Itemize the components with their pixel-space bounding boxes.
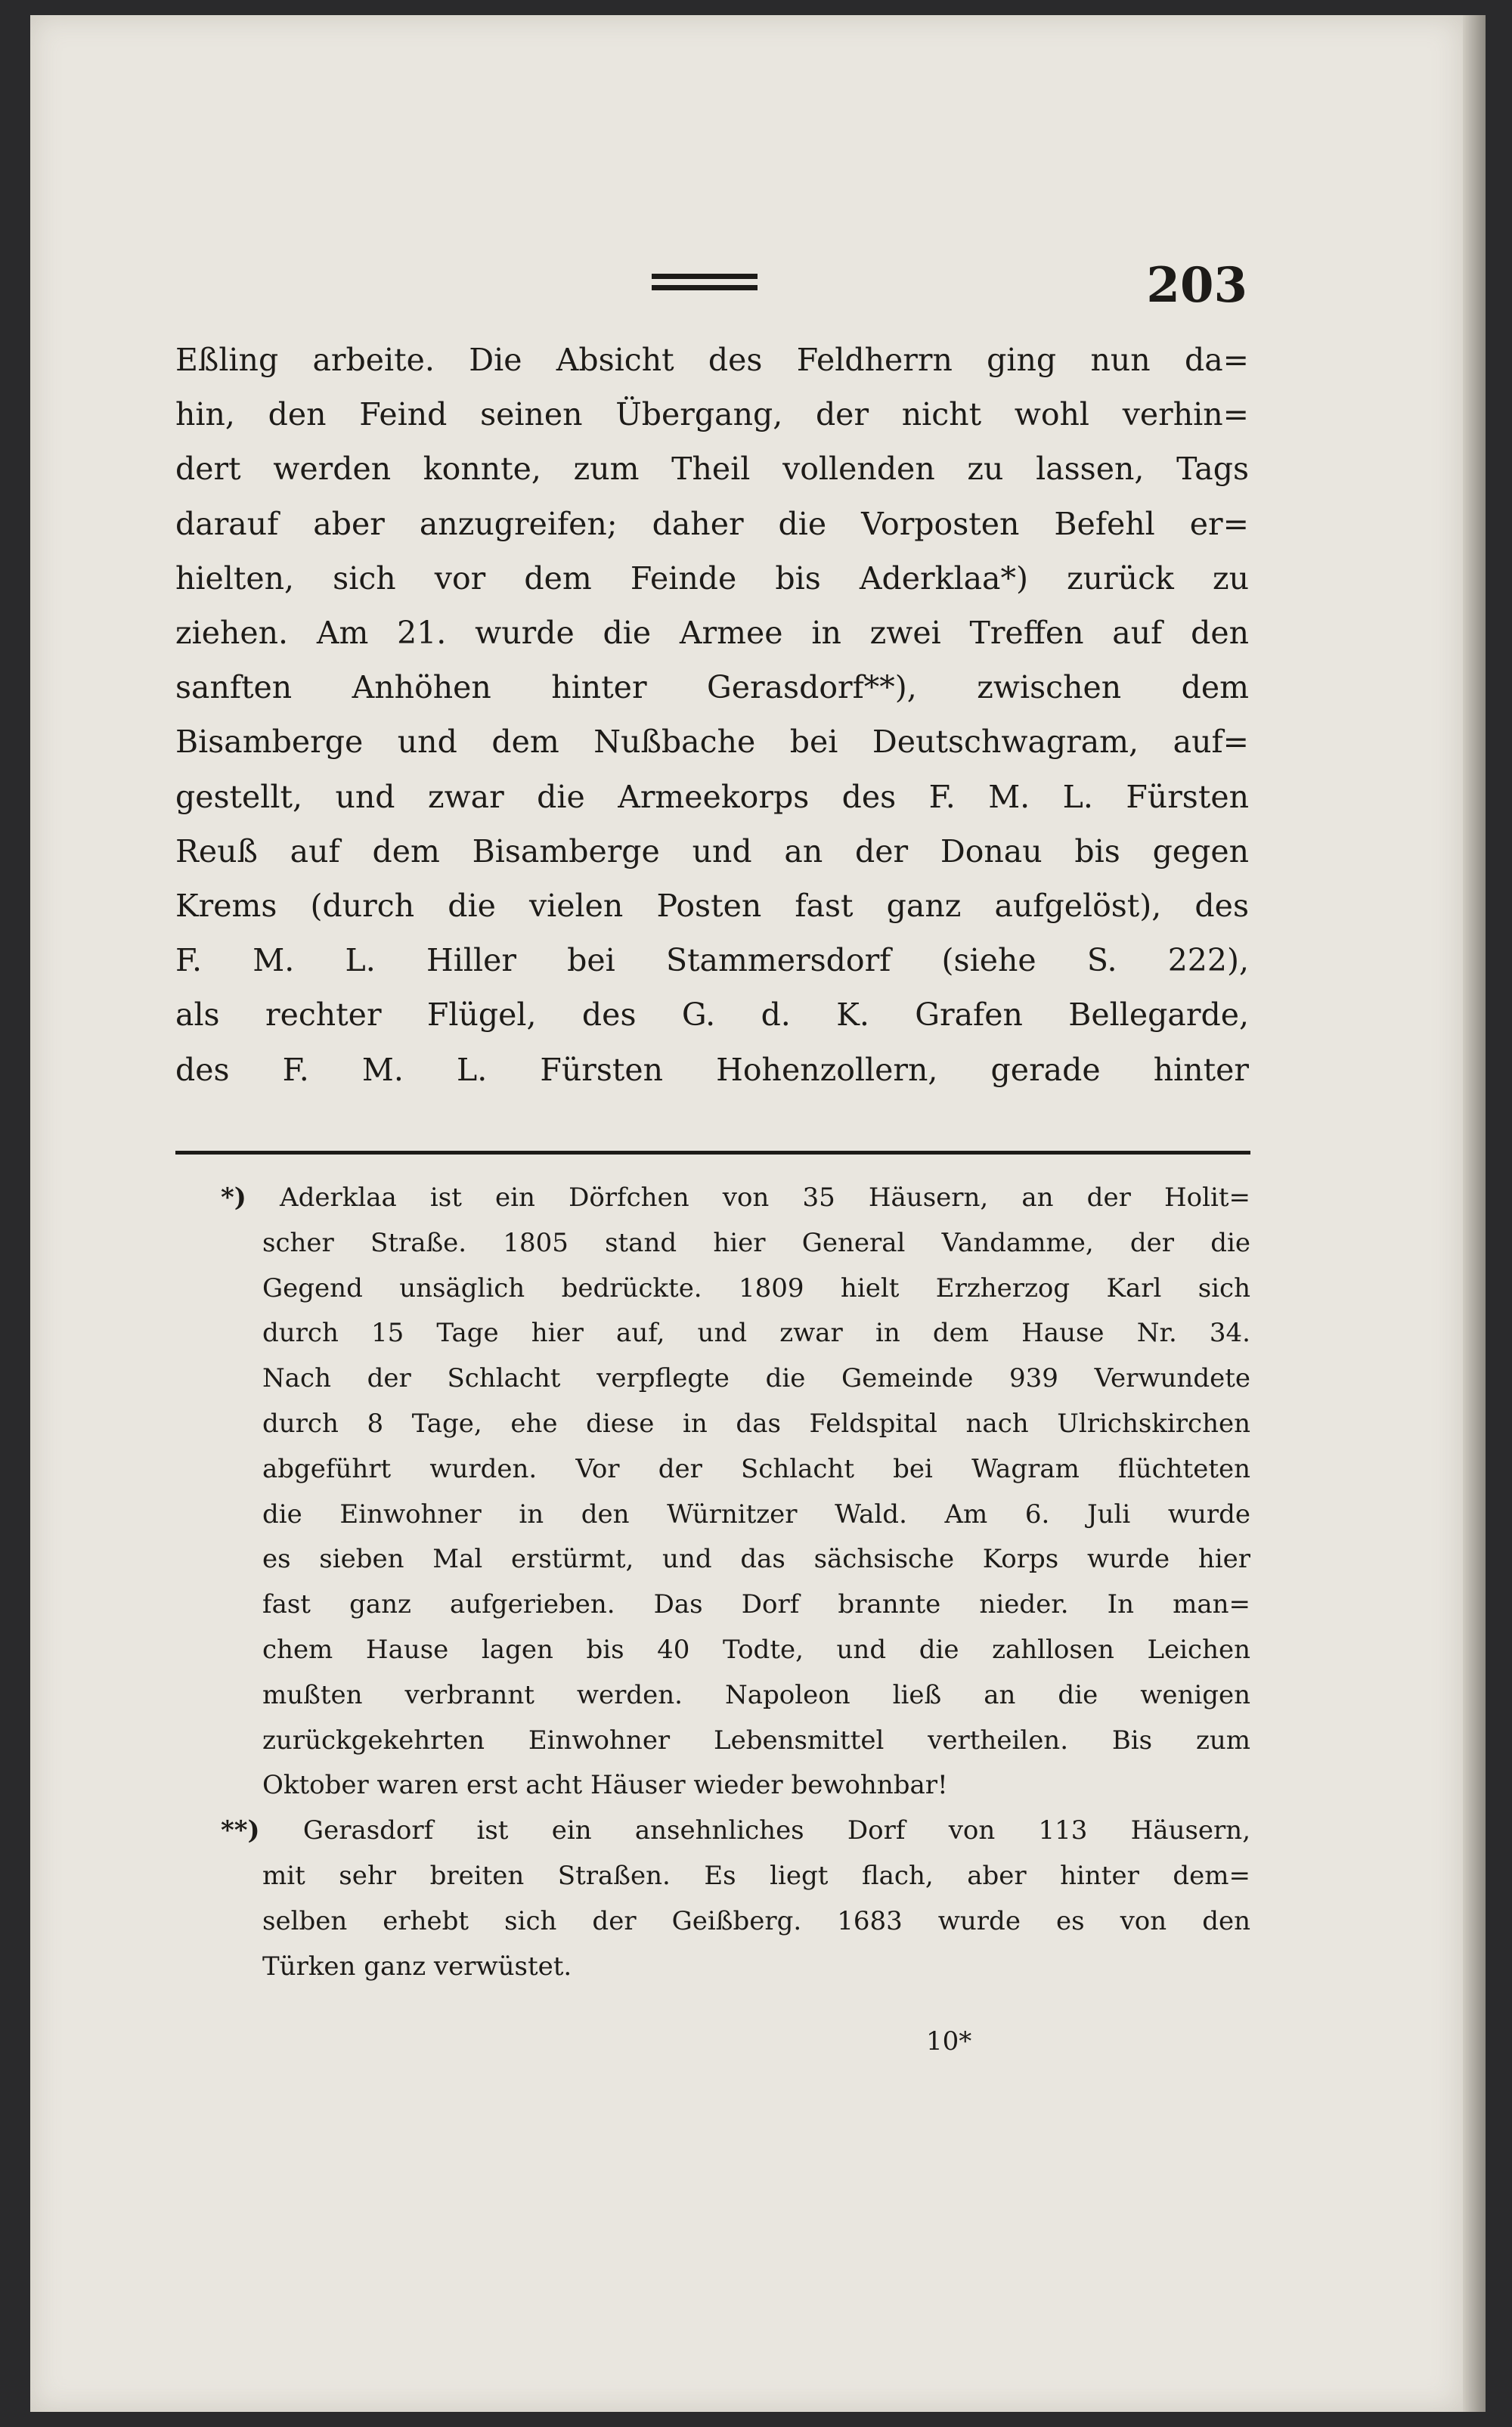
body-line: Krems (durch die vielen Posten fast ganz aufgelöst), des — [175, 888, 1249, 925]
header-ornament-rule — [652, 274, 758, 290]
footnote-line — [175, 1809, 1250, 1854]
body-line: des F. M. L. Fürsten Hohenzollern, gerade hinter — [175, 1051, 1249, 1088]
page-header — [0, 0, 1512, 318]
page-edge — [1463, 15, 1486, 2412]
footnote-text: Gerasdorf ist ein ansehnliches Dorf von 113 Häusern, — [302, 1815, 1250, 1846]
footnote-line: durch 8 Tage, ehe diese in das Feldspital nach Ulrichskirchen — [262, 1408, 1250, 1439]
body-line: Eßling arbeite. Die Absicht des Feldherrn ging nun da= — [175, 342, 1249, 378]
body-line: darauf aber anzugreifen; daher die Vorposten Befehl er= — [175, 505, 1249, 542]
footnote-line: fast ganz aufgerieben. Das Dorf brannte nieder. In man= — [262, 1589, 1250, 1620]
footnote-separator-rule — [175, 1151, 1250, 1155]
footnote-line: durch 15 Tage hier auf, und zwar in dem Hause Nr. 34. — [262, 1318, 1250, 1349]
footnote-line: scher Straße. 1805 stand hier General Vandamme, der die — [262, 1227, 1250, 1258]
body-line: sanften Anhöhen hinter Gerasdorf**), zwischen dem — [175, 669, 1249, 706]
body-line: ziehen. Am 21. wurde die Armee in zwei Treffen auf den — [175, 615, 1249, 652]
footnote-line: zurückgekehrten Einwohner Lebensmittel vertheilen. Bis zum — [262, 1725, 1250, 1756]
body-line: Bisamberge und dem Nußbache bei Deutschwagram, auf= — [175, 724, 1249, 761]
footnote-line: es sieben Mal erstürmt, und das sächsische Korps wurde hier — [262, 1544, 1250, 1575]
body-line: als rechter Flügel, des G. d. K. Grafen Bellegarde, — [175, 997, 1249, 1034]
footnote-text: Aderklaa ist ein Dörfchen von 35 Häusern, an der Holit= — [280, 1183, 1250, 1213]
body-line: dert werden konnte, zum Theil vollenden zu lassen, Tags — [175, 451, 1249, 488]
body-line: F. M. L. Hiller bei Stammersdorf (siehe S. 222), — [175, 942, 1249, 979]
footnote-line: die Einwohner in den Würnitzer Wald. Am 6. Juli wurde — [262, 1499, 1250, 1530]
footnote-line: Gegend unsäglich bedrückte. 1809 hielt Erzherzog Karl sich — [262, 1272, 1250, 1303]
footnote-line — [175, 1176, 1250, 1221]
body-text — [175, 333, 1249, 1097]
footnote-line: chem Hause lagen bis 40 Todte, und die zahllosen Leichen — [262, 1634, 1250, 1665]
body-line: Reuß auf dem Bisamberge und an der Donau bis gegen — [175, 832, 1249, 869]
footnote-marker: *) — [221, 1183, 246, 1213]
body-line: gestellt, und zwar die Armeekorps des F. M. L. Fürsten — [175, 778, 1249, 815]
page-number: 203 — [1146, 257, 1247, 314]
body-line: hielten, sich vor dem Feinde bis Aderklaa*) zurück zu — [175, 559, 1249, 597]
footnote-1 — [175, 1176, 1250, 1809]
footnote-line: selben erhebt sich der Geißberg. 1683 wurde es von den — [262, 1905, 1250, 1936]
footnotes — [175, 1176, 1250, 1989]
signature-mark: 10* — [926, 2026, 972, 2057]
footnote-marker: **) — [221, 1815, 260, 1846]
footnote-line: mit sehr breiten Straßen. Es liegt flach, aber hinter dem= — [262, 1860, 1250, 1891]
footnote-line: Nach der Schlacht verpflegte die Gemeinde 939 Verwundete — [262, 1363, 1250, 1394]
footnote-line: Oktober waren erst acht Häuser wieder bewohnbar! — [262, 1770, 948, 1801]
footnote-2 — [175, 1809, 1250, 1989]
footnote-line: Türken ganz verwüstet. — [262, 1951, 572, 1982]
footnote-line: mußten verbrannt werden. Napoleon ließ an die wenigen — [262, 1679, 1250, 1710]
body-line: hin, den Feind seinen Übergang, der nicht wohl verhin= — [175, 396, 1249, 433]
footnote-line: abgeführt wurden. Vor der Schlacht bei Wagram flüchteten — [262, 1453, 1250, 1484]
